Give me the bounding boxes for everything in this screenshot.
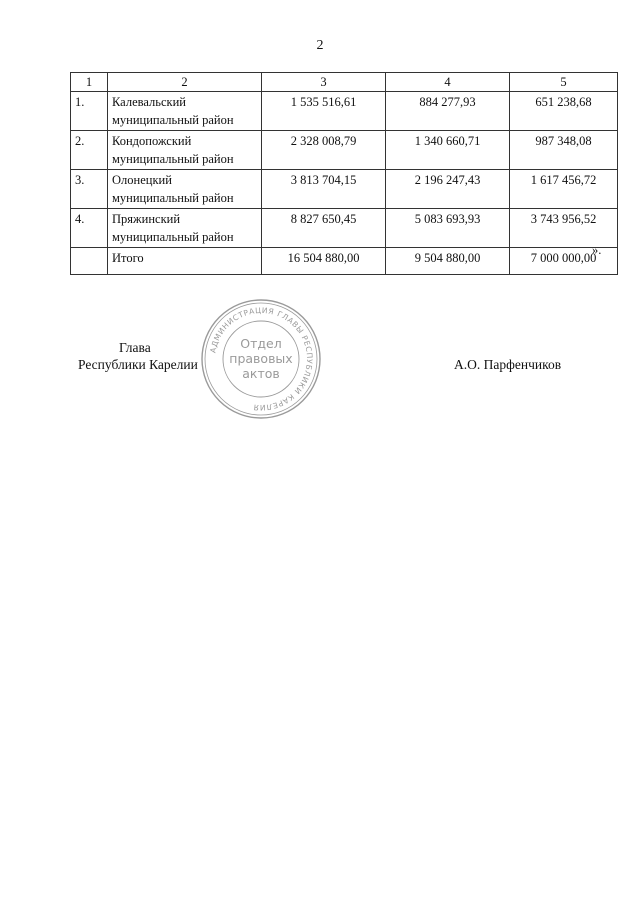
district-name: Кондопожский: [112, 134, 192, 148]
value-cell: 987 348,08: [510, 131, 618, 170]
district-type: муниципальный район: [112, 191, 234, 205]
table-row: [71, 131, 618, 170]
total-value-cell: 16 504 880,00: [262, 248, 386, 275]
stamp-ring-text: АДМИНИСТРАЦИЯ ГЛАВЫ РЕСПУБЛИКИ КАРЕЛИЯ: [208, 305, 315, 413]
value-cell: 651 238,68: [510, 92, 618, 131]
stamp-center-line: правовых: [229, 351, 293, 366]
row-index: [71, 248, 108, 275]
table-header-row: [71, 73, 618, 92]
value-cell: 1 535 516,61: [262, 92, 386, 131]
table-row: [71, 92, 618, 131]
total-label: Итого: [108, 248, 262, 275]
district-name: Калевальский: [112, 95, 186, 109]
district-type: муниципальный район: [112, 113, 234, 127]
value-cell: 8 827 650,45: [262, 209, 386, 248]
value-cell: 2 328 008,79: [262, 131, 386, 170]
district-name: Олонецкий: [112, 173, 172, 187]
column-header: 5: [510, 73, 618, 92]
closing-quote: ».: [592, 243, 602, 257]
value-cell: 3 813 704,15: [262, 170, 386, 209]
stamp-center-line: Отдел: [240, 336, 282, 351]
row-index: 2.: [71, 131, 108, 170]
table-row: [71, 209, 618, 248]
column-header: 2: [108, 73, 262, 92]
value-cell: 3 743 956,52: [510, 209, 618, 248]
signatory-title: Глава: [119, 340, 151, 355]
signatory-name: А.О. Парфенчиков: [454, 357, 562, 372]
total-row: [71, 248, 618, 275]
value-cell: 1 617 456,72: [510, 170, 618, 209]
value-cell: 1 340 660,71: [386, 131, 510, 170]
district-name-cell: [108, 92, 262, 131]
district-name-cell: [108, 209, 262, 248]
page-number: 2: [316, 38, 324, 53]
district-name: Пряжинский: [112, 212, 181, 226]
column-header: 1: [71, 73, 108, 92]
district-name-cell: [108, 170, 262, 209]
district-type: муниципальный район: [112, 152, 234, 166]
district-type: муниципальный район: [112, 230, 234, 244]
row-index: 4.: [71, 209, 108, 248]
signatory-title-line2: Республики Карелии: [78, 357, 198, 372]
district-name-cell: [108, 131, 262, 170]
row-index: 3.: [71, 170, 108, 209]
value-cell: 5 083 693,93: [386, 209, 510, 248]
value-cell: 2 196 247,43: [386, 170, 510, 209]
table-row: [71, 170, 618, 209]
official-stamp: [200, 298, 322, 420]
row-index: 1.: [71, 92, 108, 131]
value-cell: 884 277,93: [386, 92, 510, 131]
distribution-table: [70, 72, 618, 275]
column-header: 3: [262, 73, 386, 92]
stamp-center-line: актов: [242, 366, 280, 381]
total-value-cell: 9 504 880,00: [386, 248, 510, 275]
column-header: 4: [386, 73, 510, 92]
total-value-cell: 7 000 000,00: [510, 248, 618, 275]
